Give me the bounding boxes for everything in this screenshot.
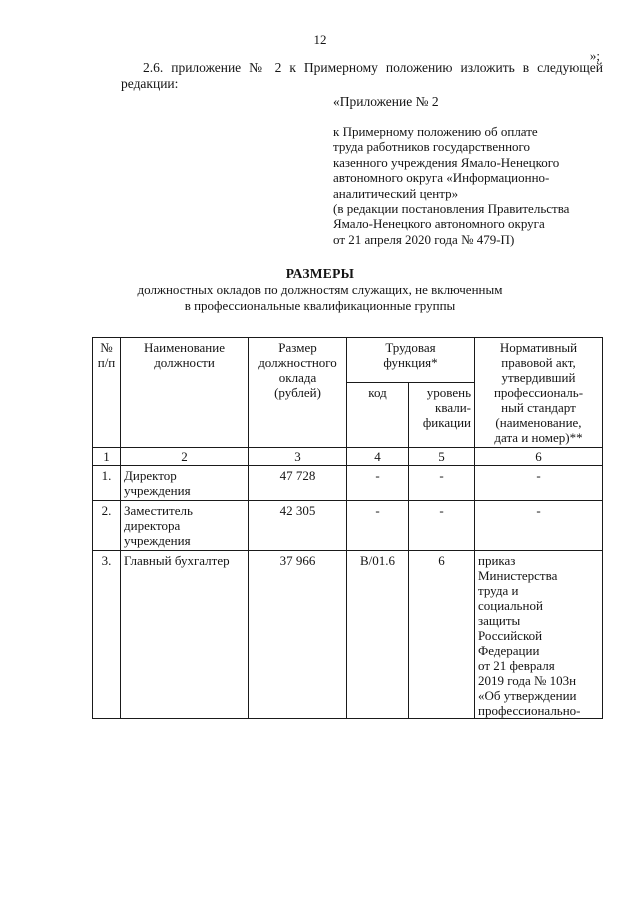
column-number: 4 bbox=[347, 448, 409, 466]
row-code: В/01.6 bbox=[347, 551, 409, 719]
row-code: - bbox=[347, 501, 409, 551]
table-row bbox=[93, 551, 603, 719]
header-qualification-level: уровень квали- фикации bbox=[409, 383, 475, 448]
row-level: - bbox=[409, 466, 475, 501]
document-heading: РАЗМЕРЫ bbox=[285, 266, 355, 281]
document-subheading bbox=[0, 282, 640, 313]
subheading-line: в профессиональные квалификационные группы bbox=[184, 297, 456, 313]
row-position-name: Заместитель директора учреждения bbox=[121, 501, 249, 551]
row-salary: 42 305 bbox=[249, 501, 347, 551]
header-normative-act: Нормативный правовой акт, утвердивший профессиональ- ный стандарт (наименование, дата и номер)** bbox=[475, 338, 603, 448]
row-act: - bbox=[475, 466, 603, 501]
row-salary: 47 728 bbox=[249, 466, 347, 501]
row-position-name: Директор учреждения bbox=[121, 466, 249, 501]
row-level: 6 bbox=[409, 551, 475, 719]
annex-line: к Примерному положению об оплате bbox=[333, 124, 538, 139]
annex-line: казенного учреждения Ямало-Ненецкого bbox=[333, 154, 560, 170]
salary-table bbox=[92, 337, 603, 719]
table-header-row bbox=[93, 338, 603, 383]
row-position-name: Главный бухгалтер bbox=[121, 551, 249, 719]
annex-line: аналитический центр» bbox=[333, 185, 459, 201]
header-salary: Размер должностного оклада (рублей) bbox=[249, 338, 347, 448]
header-num: № п/п bbox=[93, 338, 121, 448]
row-num: 3. bbox=[93, 551, 121, 719]
closing-quote: »; bbox=[589, 48, 600, 63]
row-salary: 37 966 bbox=[249, 551, 347, 719]
page-number: 12 bbox=[313, 32, 327, 47]
table-row bbox=[93, 466, 603, 501]
column-number: 1 bbox=[93, 448, 121, 466]
annex-title: «Приложение № 2 bbox=[333, 94, 439, 109]
annex-line: Ямало-Ненецкого автономного округа bbox=[333, 216, 545, 232]
column-number-row bbox=[93, 448, 603, 466]
column-number: 5 bbox=[409, 448, 475, 466]
column-number: 6 bbox=[475, 448, 603, 466]
row-num: 1. bbox=[93, 466, 121, 501]
table-row bbox=[93, 501, 603, 551]
column-number: 2 bbox=[121, 448, 249, 466]
row-act: приказ Министерства труда и социальной защиты Российской Федерации от 21 февраля 2019 года № 103н «Об утверждении профессионально- bbox=[475, 551, 603, 719]
row-act: - bbox=[475, 501, 603, 551]
header-code: код bbox=[347, 383, 409, 448]
annex-line: труда работников государственного bbox=[333, 139, 531, 155]
annex-line: (в редакции постановления Правительства bbox=[333, 201, 570, 217]
header-position-name: Наименование должности bbox=[121, 338, 249, 448]
subheading-line: должностных окладов по должностям служащих, не включенным bbox=[137, 282, 503, 297]
column-number: 3 bbox=[249, 448, 347, 466]
annex-reference bbox=[333, 124, 613, 247]
annex-line: от 21 апреля 2020 года № 479-П) bbox=[333, 231, 515, 247]
intro-paragraph: 2.6. приложение № 2 к Примерному положению изложить в следующей редакции: bbox=[121, 60, 603, 91]
header-labor-function: Трудовая функция* bbox=[347, 338, 475, 383]
row-level: - bbox=[409, 501, 475, 551]
row-num: 2. bbox=[93, 501, 121, 551]
row-code: - bbox=[347, 466, 409, 501]
annex-line: автономного округа «Информационно- bbox=[333, 170, 550, 186]
